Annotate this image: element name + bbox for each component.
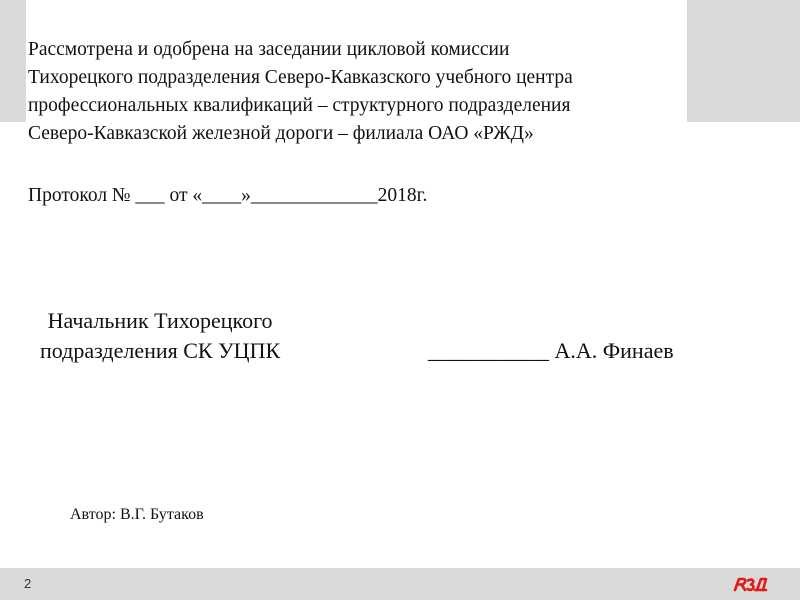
- approval-line: Северо-Кавказской железной дороги – филиала ОАО «РЖД»: [28, 123, 534, 144]
- rzd-logo-icon: [732, 575, 770, 593]
- approval-statement: [28, 36, 708, 148]
- approval-line: Тихорецкого подразделения Северо-Кавказского учебного центра: [28, 67, 573, 88]
- signature-line: ___________ А.А. Финаев: [428, 338, 674, 363]
- author-credit: Автор: В.Г. Бутаков: [70, 506, 204, 523]
- page-number: 2: [24, 576, 32, 591]
- decorative-band-left: [0, 0, 26, 122]
- chief-title-line: подразделения СК УЦПК: [40, 338, 281, 363]
- approval-line: Рассмотрена и одобрена на заседании цикловой комиссии: [28, 39, 510, 60]
- chief-title: [40, 306, 280, 366]
- chief-title-line: Начальник Тихорецкого: [47, 308, 273, 333]
- slide-footer: [0, 568, 800, 600]
- approval-line: профессиональных квалификаций – структурного подразделения: [28, 95, 571, 116]
- protocol-line: Протокол № ___ от «____»_____________2018г.: [28, 185, 428, 206]
